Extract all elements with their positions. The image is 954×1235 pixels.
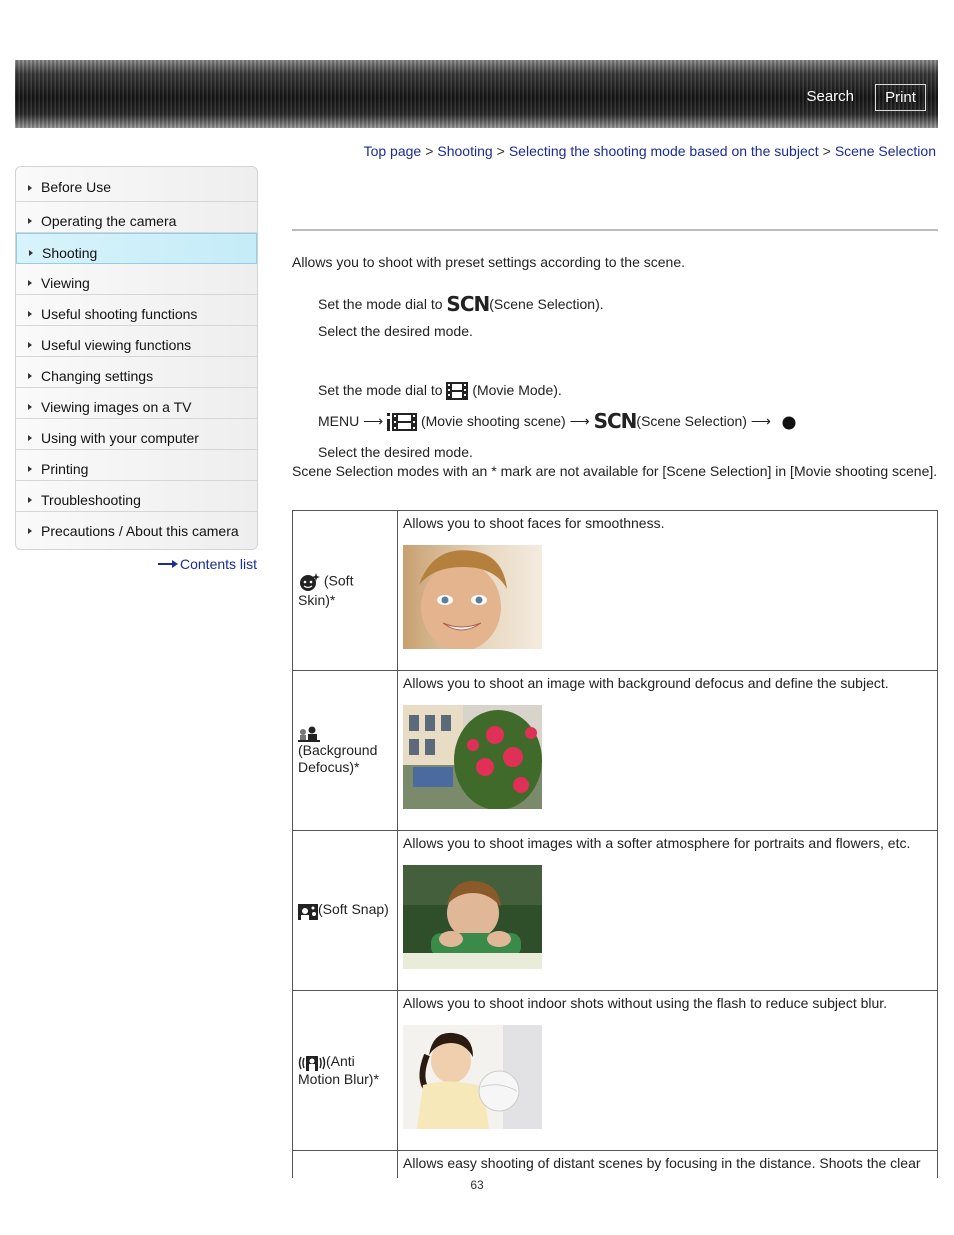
mode-desc-cell: Allows you to shoot faces for smoothness. [398,511,938,671]
flowers-photo [403,705,542,809]
boy-on-grass-photo [403,865,542,969]
sidebar-item-viewing[interactable]: Viewing [16,264,257,295]
table-row [293,511,938,671]
intelligent-movie-icon [387,413,417,431]
table-row [293,831,938,991]
header-banner [15,60,938,128]
sidebar-item-operating-camera[interactable]: Operating the camera [16,202,257,233]
center-button-icon [781,414,797,430]
mode-desc-cell: Allows you to shoot indoor shots without using the flash to reduce subject blur. [398,991,938,1151]
sidebar-item-useful-viewing[interactable]: Useful viewing functions [16,326,257,357]
table-row [293,1151,938,1179]
mode-name-cell: (Anti Motion Blur)* [293,991,398,1151]
triangle-right-icon [28,466,32,472]
triangle-right-icon [28,311,32,317]
sidebar-item-shooting[interactable]: Shooting [16,233,257,264]
still-step-1: Set the mode dial to SCN(Scene Selection). [318,292,604,316]
print-button[interactable]: Print [875,84,926,111]
triangle-right-icon [29,250,33,256]
movie-step-1: Set the mode dial to (Movie Mode). [318,382,562,400]
soft-skin-icon [298,572,320,592]
mode-name-cell: (Background Defocus)* [293,671,398,831]
table-row [293,671,938,831]
breadcrumb-top-page[interactable]: Top page [363,143,422,159]
mode-name-cell: (Soft Skin)* [293,511,398,671]
triangle-right-icon [28,185,32,191]
intro-text: Allows you to shoot with preset settings according to the scene. [292,254,685,270]
mode-desc-cell: Allows you to shoot images with a softer atmosphere for portraits and flowers, etc. [398,831,938,991]
boy-portrait-photo [403,545,542,649]
triangle-right-icon [28,373,32,379]
sidebar-item-printing[interactable]: Printing [16,450,257,481]
modes-table [292,510,938,1178]
movie-step-3: Select the desired mode. [318,444,473,460]
page-number: 63 [470,1178,484,1192]
sidebar-item-viewing-tv[interactable]: Viewing images on a TV [16,388,257,419]
arrow-icon: ⟶ [750,413,771,429]
triangle-right-icon [28,218,32,224]
triangle-right-icon [28,404,32,410]
sidebar-item-changing-settings[interactable]: Changing settings [16,357,257,388]
search-button[interactable]: Search [806,88,854,105]
mode-desc-cell: Allows easy shooting of distant scenes by focusing in the distance. Shoots the clear [398,1151,938,1179]
breadcrumb-shooting[interactable]: Shooting [437,143,493,159]
mode-desc-cell: Allows you to shoot an image with background defocus and define the subject. [398,671,938,831]
contents-list-link[interactable]: Contents list [158,556,257,572]
note-text: Scene Selection modes with an * mark are not available for [Scene Selection] in [Movie shooting scene]. [292,463,938,479]
sidebar-item-useful-shooting[interactable]: Useful shooting functions [16,295,257,326]
girl-with-ball-photo [403,1025,542,1129]
arrow-right-icon [158,560,178,568]
triangle-right-icon [28,528,32,534]
breadcrumb-scene-selection[interactable]: Scene Selection [834,143,936,159]
scn-icon: SCN [593,409,637,433]
triangle-right-icon [28,280,32,286]
table-row [293,991,938,1151]
title-divider [292,229,938,231]
mode-name-cell [293,1151,398,1179]
triangle-right-icon [28,435,32,441]
breadcrumb: Top page > Shooting > Selecting the shooting mode based on the subject > Scene Selection [363,143,936,159]
sidebar-item-precautions[interactable]: Precautions / About this camera [16,512,257,543]
movie-mode-icon [446,382,468,400]
mode-name-cell: (Soft Snap) [293,831,398,991]
still-step-2: Select the desired mode. [318,323,473,339]
sidebar-item-troubleshooting[interactable]: Troubleshooting [16,481,257,512]
sidebar-item-before-use[interactable]: Before Use [16,167,257,202]
breadcrumb-selecting-mode[interactable]: Selecting the shooting mode based on the subject [508,143,819,159]
anti-motion-blur-icon [298,1055,326,1071]
background-defocus-icon [298,726,320,742]
sidebar-nav [15,166,258,550]
sidebar-item-computer[interactable]: Using with your computer [16,419,257,450]
arrow-icon: ⟶ [363,413,384,429]
arrow-icon: ⟶ [569,413,590,429]
modes-table-wrapper [292,510,940,1178]
triangle-right-icon [28,497,32,503]
soft-snap-icon [298,902,318,920]
triangle-right-icon [28,342,32,348]
movie-step-2: MENU ⟶ (Movie shooting scene) ⟶ SCN(Scene Selection) ⟶ [318,409,797,433]
scn-icon: SCN [446,292,490,316]
